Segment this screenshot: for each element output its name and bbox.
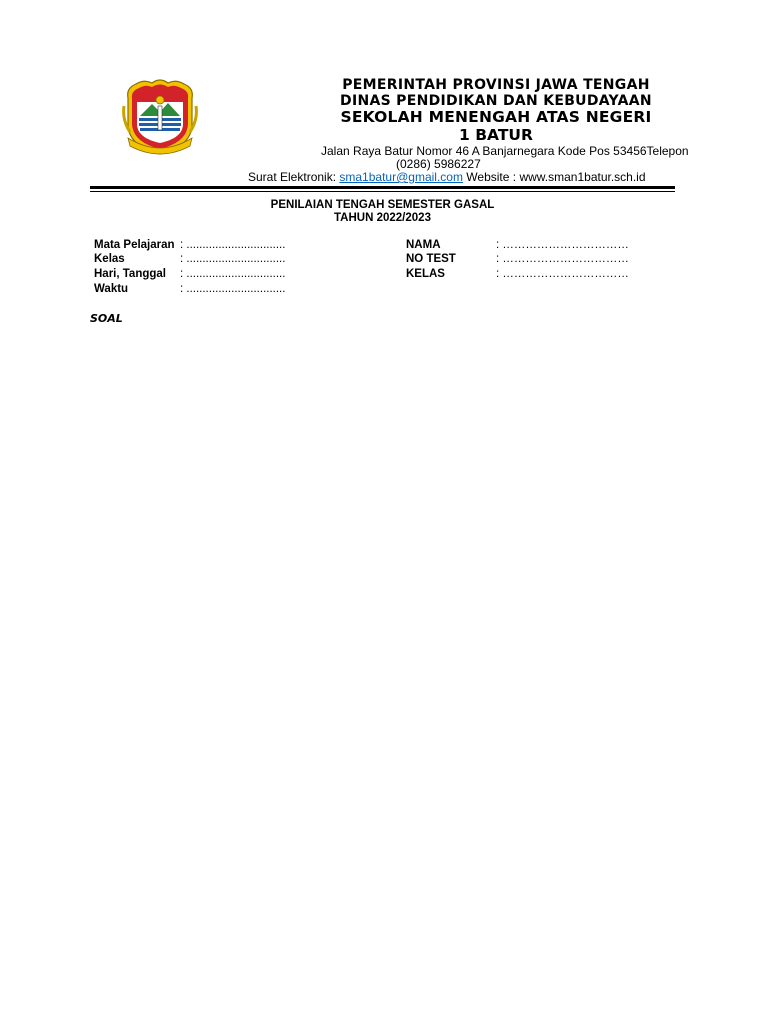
label-mata-pelajaran: Mata Pelajaran	[94, 239, 175, 251]
label-waktu: Waktu	[94, 283, 129, 295]
field-nama: : ……………………………	[496, 239, 629, 251]
header-school-number: 1 BATUR	[459, 126, 533, 144]
section-soal-heading: SOAL	[90, 312, 123, 325]
header-line-2: DINAS PENDIDIKAN DAN KEBUDAYAAN	[340, 93, 652, 109]
field-waktu: : ...............................	[180, 283, 286, 295]
provincial-crest-icon	[118, 76, 202, 158]
label-kelas-student: KELAS	[406, 268, 445, 280]
contact-line	[248, 170, 646, 184]
header-line-1: PEMERINTAH PROVINSI JAWA TENGAH	[342, 77, 650, 93]
header-school-name: SEKOLAH MENENGAH ATAS NEGERI	[340, 108, 652, 126]
exam-year: TAHUN 2022/2023	[334, 212, 431, 224]
website-label: Website :	[466, 170, 517, 184]
address-line-2: (0286) 5986227	[396, 157, 481, 171]
field-hari-tanggal: : ...............................	[180, 268, 286, 280]
field-kelas: : ...............................	[180, 253, 286, 265]
website-value: www.sman1batur.sch.id	[519, 170, 646, 184]
header-divider-thick	[90, 186, 675, 189]
label-no-test: NO TEST	[406, 253, 456, 265]
field-kelas-student: : ……………………………	[496, 268, 629, 280]
label-nama: NAMA	[406, 239, 441, 251]
email-label: Surat Elektronik:	[248, 170, 337, 184]
label-hari-tanggal: Hari, Tanggal	[94, 268, 166, 280]
exam-title: PENILAIAN TENGAH SEMESTER GASAL	[270, 199, 495, 211]
label-kelas: Kelas	[94, 253, 125, 265]
address-line-1: Jalan Raya Batur Nomor 46 A Banjarnegara Kode Pos 53456Telepon	[321, 144, 689, 158]
email-link[interactable]: sma1batur@gmail.com	[339, 170, 463, 184]
field-no-test: : ……………………………	[496, 253, 629, 265]
field-mata-pelajaran: : ...............................	[180, 239, 286, 251]
header-divider-thin	[90, 191, 675, 192]
